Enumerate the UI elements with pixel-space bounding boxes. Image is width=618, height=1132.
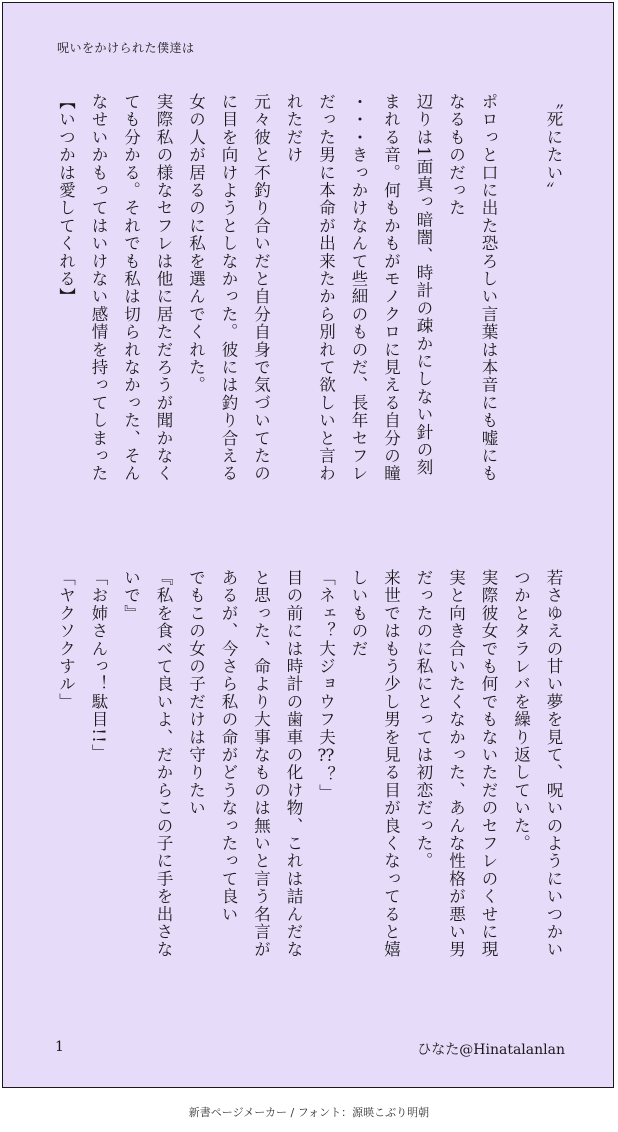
page-number: 1: [55, 1039, 64, 1055]
body-text-lower: 若さゆえの甘い夢を見て、呪いのようにいつかい つかとタラレバを繰り返していた。 実際彼女でも何でもないただのセフレのくせに現 実と向き合いたくなかった、あんな性格が悪い男 だったのに私にとっては初恋だった。 来世ではもう少し男を見る目が良くなってると嬉 しいものだ 「ネェ？大ジョウフ夫⁇？」 目の前には時計の歯車の化け物、これは詰んだな と思った、命より大事なものは無いと言う名言が あるが、今さら私の命がどうなったって良い でもこの女の子だけは守りたい 『私を食べて良いよ、だからこの子に手を出さな いで』 「お姉さんっ！駄目!!」 「ヤクソクすル」: [56, 569, 563, 959]
book-page: [2, 2, 614, 1088]
author-credit: ひなた@Hinatalanlan: [417, 1042, 565, 1058]
body-text-upper: 〝死にたい〟 ポロっと口に出た恐ろしい言葉は本音にも嘘にも なるものだった 辺りは1面真っ暗闇、時計の疎かにしない針の刻 まれる音。何もかもがモノクロに見える自分の瞳 ・・・きっかけなんて些細のものだ、長年セフレ だった男に本命が出来たから別れて欲しいと言わ れただけ 元々彼と不釣り合いだと自分自身で気づいてたの に目を向けようとしなかった。彼には釣り合える 女の人が居るのに私を選んでくれた。 実際私の様なセフレは他に居ただろうが聞かなく ても分かる。それでも私は切られなかった、そん なせいかもってはいけない感情を持ってしまった 【いつかは愛してくれる】: [56, 93, 563, 483]
generator-credit: 新書ページメーカー / フォント：源暎こぶり明朝: [188, 1106, 430, 1119]
running-title: 呪いをかけられた僕達は: [57, 41, 195, 55]
